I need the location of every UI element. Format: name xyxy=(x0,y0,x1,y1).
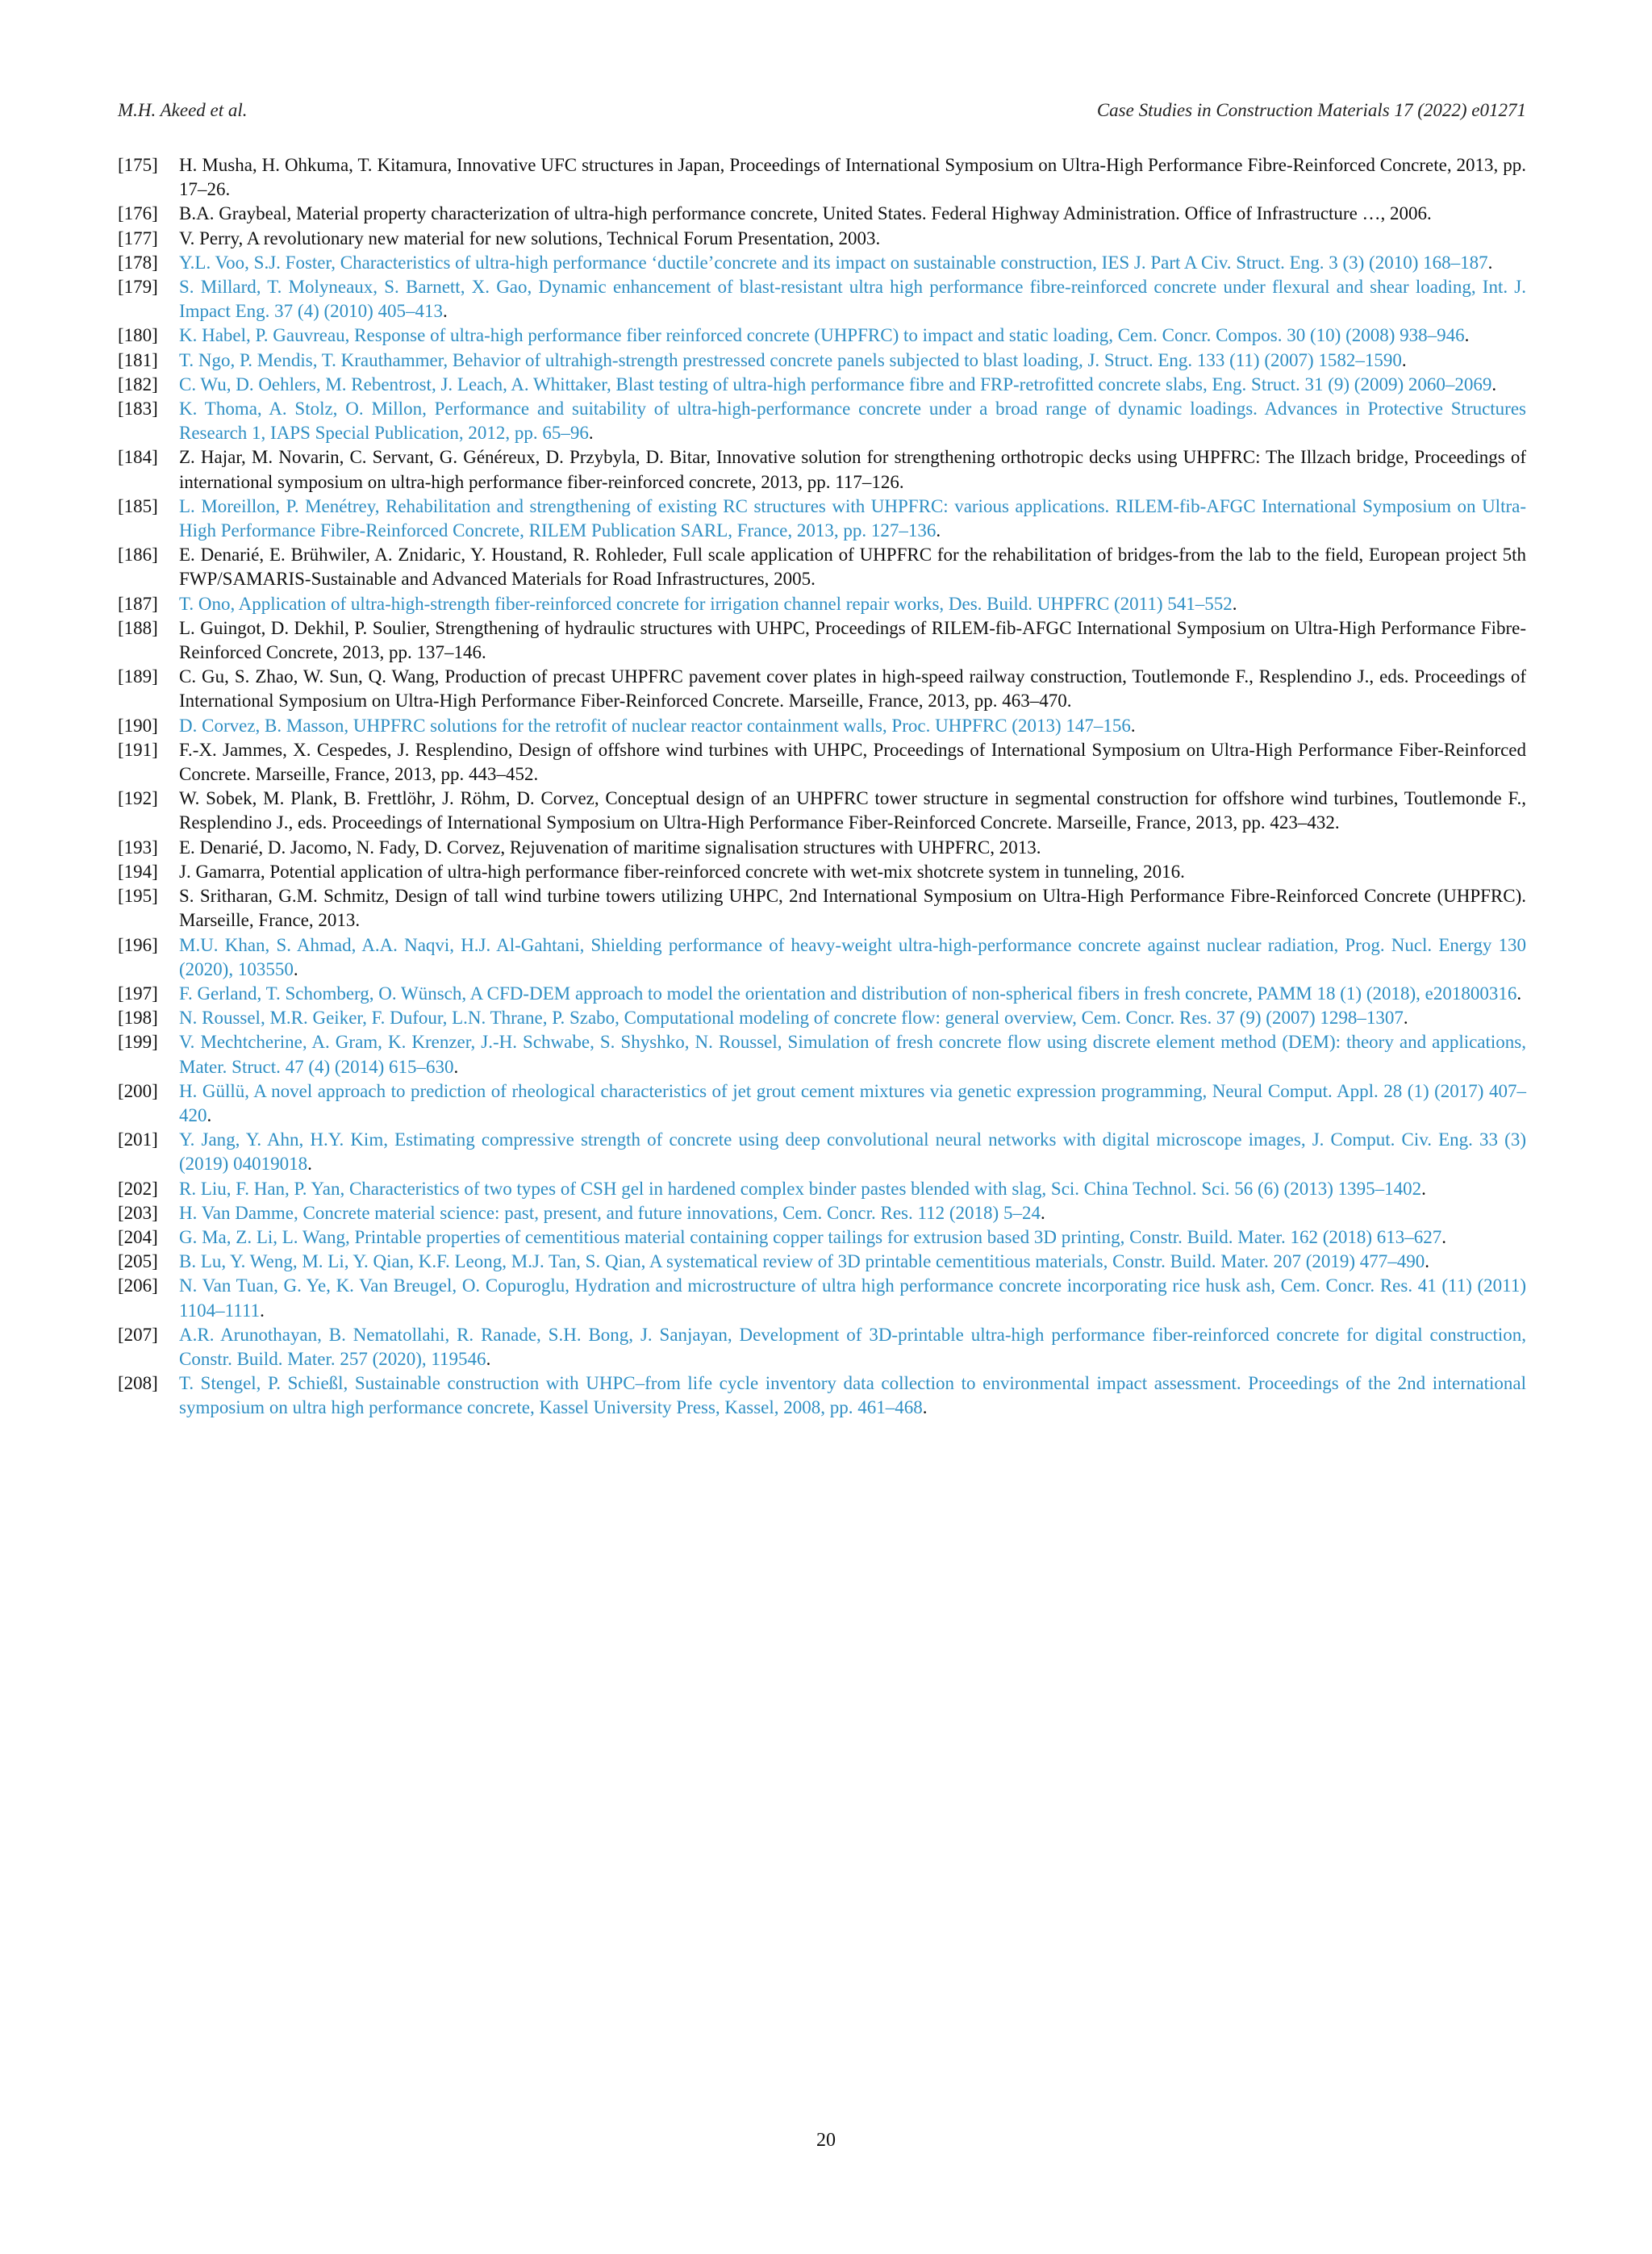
reference-text: B.A. Graybeal, Material property characterization of ultra-high performance concrete, United States. Federal Highway Administration. Office of Infrastructure …, 2006. xyxy=(179,203,1432,224)
reference-number: [203] xyxy=(118,1202,158,1223)
reference-number: [175] xyxy=(118,155,158,175)
reference-period: . xyxy=(1516,983,1522,1004)
reference-link[interactable]: S. Millard, T. Molyneaux, S. Barnett, X. Gao, Dynamic enhancement of blast-resistant ultra high performance fibre-reinforced concrete under flexural and shear loading, Int. J. Impact Eng. 37 (4) (2010) 405–413 xyxy=(179,277,1526,322)
reference-period: . xyxy=(936,520,941,541)
reference-item[interactable] xyxy=(118,349,1526,373)
reference-link[interactable]: K. Habel, P. Gauvreau, Response of ultra-high performance fiber reinforced concrete (UHPFRC) to impact and static loading, Cem. Concr. Compos. 30 (10) (2008) 938–946 xyxy=(179,325,1465,346)
reference-number: [192] xyxy=(118,788,158,809)
reference-link[interactable]: Y.L. Voo, S.J. Foster, Characteristics of ultra-high performance ‘ductile’concrete and its impact on sustainable construction, IES J. Part A Civ. Struct. Eng. 3 (3) (2010) 168–187 xyxy=(179,252,1488,273)
reference-number: [191] xyxy=(118,739,158,760)
reference-link[interactable]: H. Güllü, A novel approach to prediction of rheological characteristics of jet grout cement mixtures via genetic expression programming, Neural Comput. Appl. 28 (1) (2017) 407–420 xyxy=(179,1080,1526,1125)
running-header xyxy=(118,100,1526,129)
reference-period: . xyxy=(1232,593,1237,614)
reference-item xyxy=(118,153,1526,202)
reference-item[interactable] xyxy=(118,1371,1526,1420)
reference-item xyxy=(118,227,1526,251)
reference-number: [195] xyxy=(118,886,158,907)
reference-number: [176] xyxy=(118,203,158,224)
reference-text: E. Denarié, D. Jacomo, N. Fady, D. Corvez, Rejuvenation of maritime signalisation structures with UHPFRC, 2013. xyxy=(179,837,1041,858)
reference-item[interactable] xyxy=(118,1177,1526,1201)
reference-number: [193] xyxy=(118,837,158,858)
reference-number: [202] xyxy=(118,1178,158,1199)
reference-link[interactable]: N. Van Tuan, G. Ye, K. Van Breugel, O. Copuroglu, Hydration and microstructure of ultra high performance concrete incorporating rice husk ash, Cem. Concr. Res. 41 (11) (2011) 1104–1111 xyxy=(179,1275,1526,1321)
reference-number: [208] xyxy=(118,1373,158,1394)
reference-text: S. Sritharan, G.M. Schmitz, Design of tall wind turbine towers utilizing UHPC, 2nd International Symposium on Ultra-High Performance Fibre-Reinforced Concrete (UHPFRC). Marseille, France, 2013. xyxy=(179,886,1526,931)
reference-period: . xyxy=(486,1348,491,1369)
reference-item[interactable] xyxy=(118,1006,1526,1030)
reference-item[interactable] xyxy=(118,323,1526,348)
reference-link[interactable]: D. Corvez, B. Masson, UHPFRC solutions for the retrofit of nuclear reactor containment walls, Proc. UHPFRC (2013) 147–156 xyxy=(179,715,1131,736)
reference-number: [187] xyxy=(118,593,158,614)
reference-number: [180] xyxy=(118,325,158,346)
reference-item[interactable] xyxy=(118,1079,1526,1128)
reference-number: [189] xyxy=(118,666,158,687)
reference-link[interactable]: L. Moreillon, P. Menétrey, Rehabilitation and strengthening of existing RC structures with UHPFRC: various applications. RILEM-fib-AFGC International Symposium on Ultra-High Performance Fibre-Reinforced Concrete, RILEM Publication SARL, France, 2013, pp. 127–136 xyxy=(179,495,1526,541)
author-header: M.H. Akeed et al. xyxy=(118,100,248,120)
reference-link[interactable]: V. Mechtcherine, A. Gram, K. Krenzer, J.-H. Schwabe, S. Shyshko, N. Roussel, Simulation of fresh concrete flow using discrete element method (DEM): theory and applications, Mater. Struct. 47 (4) (2014) 615–630 xyxy=(179,1032,1526,1077)
reference-period: . xyxy=(1040,1202,1045,1223)
reference-item[interactable] xyxy=(118,714,1526,738)
reference-item xyxy=(118,202,1526,226)
reference-item xyxy=(118,665,1526,713)
reference-number: [179] xyxy=(118,277,158,298)
reference-item xyxy=(118,860,1526,884)
reference-period: . xyxy=(443,301,448,322)
reference-number: [207] xyxy=(118,1324,158,1345)
reference-period: . xyxy=(1401,349,1407,370)
reference-item[interactable] xyxy=(118,1128,1526,1176)
reference-link[interactable]: B. Lu, Y. Weng, M. Li, Y. Qian, K.F. Leong, M.J. Tan, S. Qian, A systematical review of 3D printable cementitious materials, Constr. Build. Mater. 207 (2019) 477–490 xyxy=(179,1251,1425,1272)
journal-header: Case Studies in Construction Materials 17 (2022) e01271 xyxy=(1096,100,1526,120)
reference-text: F.-X. Jammes, X. Cespedes, J. Resplendino, Design of offshore wind turbines with UHPC, Proceedings of International Symposium on Ultra-High Performance Fiber-Reinforced Concrete. Marseille, France, 2013, pp. 443–452. xyxy=(179,739,1526,785)
reference-number: [196] xyxy=(118,934,158,955)
page-number: 20 xyxy=(816,2130,836,2151)
reference-item[interactable] xyxy=(118,1225,1526,1250)
reference-number: [199] xyxy=(118,1032,158,1053)
reference-period: . xyxy=(307,1154,312,1175)
reference-number: [197] xyxy=(118,983,158,1004)
reference-link[interactable]: N. Roussel, M.R. Geiker, F. Dufour, L.N. Thrane, P. Szabo, Computational modeling of concrete flow: general overview, Cem. Concr. Res. 37 (9) (2007) 1298–1307 xyxy=(179,1008,1404,1029)
reference-link[interactable]: M.U. Khan, S. Ahmad, A.A. Naqvi, H.J. Al-Gahtani, Shielding performance of heavy-weight ultra-high-performance concrete against nuclear radiation, Prog. Nucl. Energy 130 (2020), 103550 xyxy=(179,934,1526,979)
reference-item xyxy=(118,787,1526,835)
reference-item[interactable] xyxy=(118,1274,1526,1322)
reference-number: [205] xyxy=(118,1251,158,1272)
reference-number: [198] xyxy=(118,1008,158,1029)
reference-item[interactable] xyxy=(118,373,1526,397)
reference-number: [201] xyxy=(118,1129,158,1150)
reference-link[interactable]: K. Thoma, A. Stolz, O. Millon, Performance and suitability of ultra-high-performance concrete under a broad range of dynamic loadings. Advances in Protective Structures Research 1, IAPS Special Publication, 2012, pp. 65–96 xyxy=(179,399,1526,444)
reference-number: [184] xyxy=(118,447,158,468)
reference-text: J. Gamarra, Potential application of ultra-high performance fiber-reinforced concrete with wet-mix shotcrete system in tunneling, 2016. xyxy=(179,861,1185,882)
reference-text: E. Denarié, E. Brühwiler, A. Znidaric, Y. Houstand, R. Rohleder, Full scale application of UHPFRC for the rehabilitation of bridges-from the lab to the field, European project 5th FWP/SAMARIS-Sustainable and Advanced Materials for Road Infrastructures, 2005. xyxy=(179,545,1526,590)
reference-link[interactable]: T. Ono, Application of ultra-high-strength fiber-reinforced concrete for irrigation channel repair works, Des. Build. UHPFRC (2011) 541–552 xyxy=(179,593,1233,614)
reference-text: Z. Hajar, M. Novarin, C. Servant, G. Généreux, D. Przybyla, D. Bitar, Innovative solution for strengthening orthotropic decks using UHPFRC: The Illzach bridge, Proceedings of international symposium on ultra-high performance fiber-reinforced concrete, 2013, pp. 117–126. xyxy=(179,447,1526,492)
reference-period: . xyxy=(1491,374,1497,394)
reference-item[interactable] xyxy=(118,1250,1526,1274)
reference-number: [190] xyxy=(118,715,158,736)
reference-period: . xyxy=(1441,1226,1447,1247)
reference-item[interactable] xyxy=(118,982,1526,1006)
reference-number: [178] xyxy=(118,252,158,273)
reference-period: . xyxy=(293,958,298,979)
reference-number: [181] xyxy=(118,349,158,370)
reference-period: . xyxy=(453,1056,459,1077)
reference-item xyxy=(118,445,1526,494)
reference-item[interactable] xyxy=(118,1201,1526,1225)
reference-link[interactable]: H. Van Damme, Concrete material science: past, present, and future innovations, Cem. Concr. Res. 112 (2018) 5–24 xyxy=(179,1202,1041,1223)
reference-link[interactable]: Y. Jang, Y. Ahn, H.Y. Kim, Estimating compressive strength of concrete using deep convolutional neural networks with digital microscope images, J. Comput. Civ. Eng. 33 (3) (2019) 04019018 xyxy=(179,1129,1526,1175)
reference-item[interactable] xyxy=(118,397,1526,445)
reference-number: [206] xyxy=(118,1275,158,1296)
reference-number: [186] xyxy=(118,545,158,566)
reference-number: [183] xyxy=(118,399,158,419)
reference-link[interactable]: R. Liu, F. Han, P. Yan, Characteristics of two types of CSH gel in hardened complex binder pastes blended with slag, Sci. China Technol. Sci. 56 (6) (2013) 1395–1402 xyxy=(179,1178,1422,1199)
reference-period: . xyxy=(1487,252,1493,273)
reference-period: . xyxy=(206,1104,212,1125)
reference-item xyxy=(118,616,1526,665)
reference-link[interactable]: G. Ma, Z. Li, L. Wang, Printable properties of cementitious material containing copper tailings for extrusion based 3D printing, Constr. Build. Mater. 162 (2018) 613–627 xyxy=(179,1226,1442,1247)
reference-number: [200] xyxy=(118,1080,158,1101)
reference-item[interactable] xyxy=(118,1030,1526,1079)
reference-number: [177] xyxy=(118,227,158,248)
reference-link[interactable]: T. Stengel, P. Schießl, Sustainable construction with UHPC–from life cycle inventory data collection to environmental impact assessment. Proceedings of the 2nd international symposium on ultra high performance concrete, Kassel University Press, Kassel, 2008, pp. 461–468 xyxy=(179,1373,1526,1418)
reference-period: . xyxy=(1403,1008,1408,1029)
reference-number: [182] xyxy=(118,374,158,394)
reference-period: . xyxy=(922,1397,928,1418)
reference-period: . xyxy=(260,1300,265,1321)
reference-text: W. Sobek, M. Plank, B. Frettlöhr, J. Röhm, D. Corvez, Conceptual design of an UHPFRC tower structure in segmental construction for offshore wind turbines, Toutlemonde F., Resplendino J., eds. Proceedings of International Symposium on Ultra-High Performance Fiber-Reinforced Concrete. Marseille, France, 2013, pp. 423–432. xyxy=(179,788,1526,833)
reference-period: . xyxy=(1464,325,1470,346)
reference-period: . xyxy=(588,423,594,444)
reference-number: [188] xyxy=(118,617,158,638)
reference-period: . xyxy=(1425,1251,1430,1272)
reference-number: [194] xyxy=(118,861,158,882)
reference-item xyxy=(118,543,1526,591)
reference-link[interactable]: T. Ngo, P. Mendis, T. Krauthammer, Behavior of ultrahigh-strength prestressed concrete panels subjected to blast loading, J. Struct. Eng. 133 (11) (2007) 1582–1590 xyxy=(179,349,1402,370)
reference-number: [185] xyxy=(118,495,158,516)
reference-text: V. Perry, A revolutionary new material for new solutions, Technical Forum Presentation, 2003. xyxy=(179,227,881,248)
reference-text: L. Guingot, D. Dekhil, P. Soulier, Strengthening of hydraulic structures with UHPC, Proceedings of RILEM-fib-AFGC International Symposium on Ultra-High Performance Fibre-Reinforced Concrete, 2013, pp. 137–146. xyxy=(179,617,1526,663)
reference-item[interactable] xyxy=(118,592,1526,616)
reference-number: [204] xyxy=(118,1226,158,1247)
reference-item xyxy=(118,738,1526,787)
reference-item[interactable] xyxy=(118,495,1526,543)
reference-item xyxy=(118,884,1526,933)
reference-item[interactable] xyxy=(118,275,1526,323)
reference-item[interactable] xyxy=(118,251,1526,275)
reference-period: . xyxy=(1421,1178,1426,1199)
reference-item[interactable] xyxy=(118,1323,1526,1371)
reference-text: H. Musha, H. Ohkuma, T. Kitamura, Innovative UFC structures in Japan, Proceedings of International Symposium on Ultra-High Performance Fibre-Reinforced Concrete, 2013, pp. 17–26. xyxy=(179,155,1526,200)
reference-link[interactable]: F. Gerland, T. Schomberg, O. Wünsch, A CFD-DEM approach to model the orientation and distribution of non-spherical fibers in fresh concrete, PAMM 18 (1) (2018), e201800316 xyxy=(179,983,1517,1004)
reference-item[interactable] xyxy=(118,933,1526,982)
reference-period: . xyxy=(1130,715,1136,736)
reference-link[interactable]: A.R. Arunothayan, B. Nematollahi, R. Ranade, S.H. Bong, J. Sanjayan, Development of 3D-printable ultra-high performance fiber-reinforced concrete for digital construction, Constr. Build. Mater. 257 (2020), 119546 xyxy=(179,1324,1526,1369)
reference-text: C. Gu, S. Zhao, W. Sun, Q. Wang, Production of precast UHPFRC pavement cover plates in high-speed railway construction, Toutlemonde F., Resplendino J., eds. Proceedings of International Symposium on Ultra-High Performance Fiber-Reinforced Concrete. Marseille, France, 2013, pp. 463–470. xyxy=(179,666,1526,712)
reference-item xyxy=(118,836,1526,860)
reference-link[interactable]: C. Wu, D. Oehlers, M. Rebentrost, J. Leach, A. Whittaker, Blast testing of ultra-high performance fibre and FRP-retrofitted concrete slabs, Eng. Struct. 31 (9) (2009) 2060–2069 xyxy=(179,374,1492,394)
reference-list xyxy=(118,153,1526,1421)
